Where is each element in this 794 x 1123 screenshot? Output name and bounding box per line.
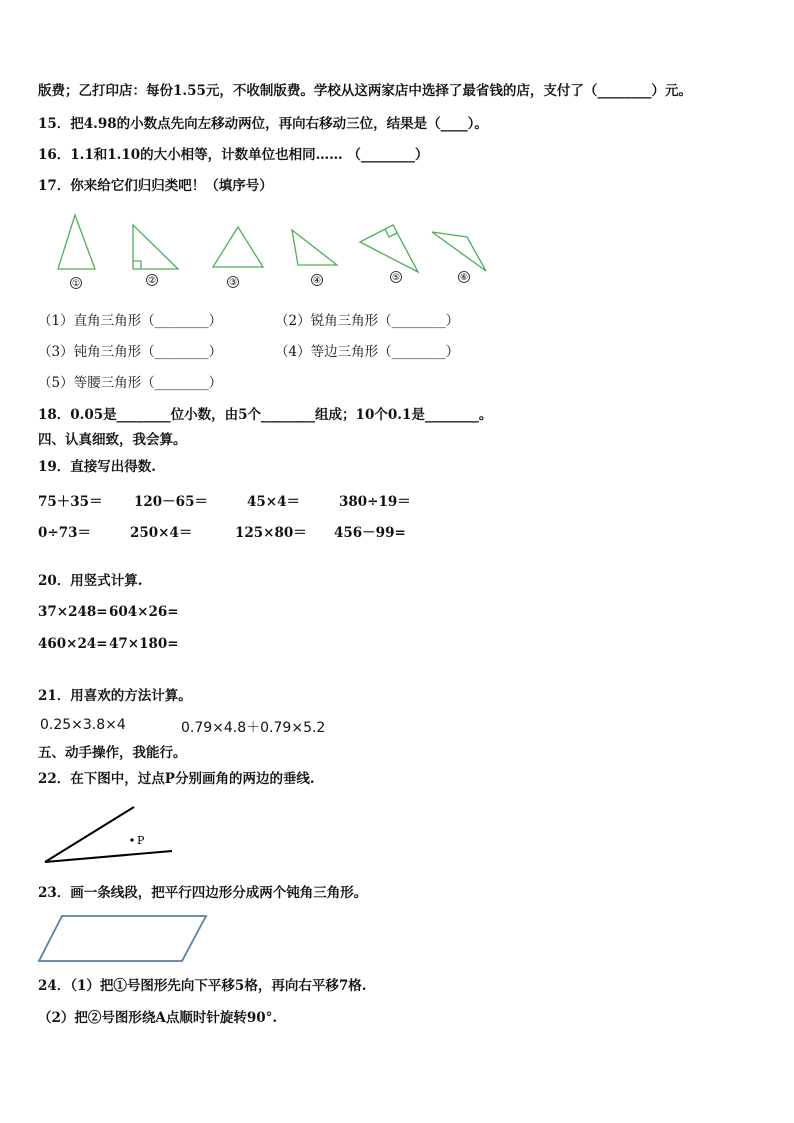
calc-item: 120－65＝ (134, 494, 208, 510)
triangle-2 (133, 225, 178, 269)
triangle-6 (432, 232, 486, 271)
answer-isosceles-triangle: （5）等腰三角形（________） (38, 375, 223, 391)
question-17-title: 17．你来给它们归归类吧！（填序号） (38, 178, 273, 194)
answer-acute-triangle: （2）锐角三角形（________） (275, 313, 460, 329)
question-16: 16．1.1和1.10的大小相等，计数单位也相同…… （________） (38, 147, 429, 163)
angle-ray-lower (45, 851, 172, 862)
calc-item: 456－99= (334, 525, 406, 541)
calc-item: 380÷19＝ (339, 494, 411, 510)
question-18: 18．0.05是________位小数，由5个________组成；10个0.1是________。 (38, 407, 493, 423)
vertical-calc-item: 604×26= (109, 604, 179, 620)
parallelogram-figure (36, 911, 216, 966)
calc-item: 0÷73＝ (38, 525, 91, 541)
label-5: ⑤ (391, 273, 401, 283)
point-p-dot (130, 838, 133, 841)
q14-continuation: 版费；乙打印店：每份1.55元，不收制版费。学校从这两家店中选择了最省钱的店，支付了（________）元。 (38, 83, 692, 99)
triangles-figure (0, 205, 794, 305)
question-15: 15．把4.98的小数点先向左移动两位，再向右移动三位，结果是（____）。 (38, 116, 488, 132)
calc-item: 250×4＝ (130, 525, 193, 541)
question-24-part-2: （2）把②号图形绕A点顺时针旋转90°. (38, 1010, 278, 1026)
calc-item: 125×80＝ (235, 525, 307, 541)
question-19-title: 19．直接写出得数. (38, 459, 156, 475)
question-22-title: 22．在下图中，过点P分别画角的两边的垂线. (38, 771, 315, 787)
expression-2: 0.79×4.8＋0.79×5.2 (181, 720, 326, 736)
question-21-title: 21．用喜欢的方法计算。 (38, 688, 192, 704)
point-p-label: P (137, 834, 145, 847)
right-angle-mark-2 (133, 261, 141, 269)
question-24-part-1: 24．（1）把①号图形先向下平移5格，再向右平移7格. (38, 978, 367, 994)
vertical-calc-item: 47×180= (109, 636, 179, 652)
answer-obtuse-triangle: （3）钝角三角形（________） (38, 344, 223, 360)
angle-figure (40, 800, 180, 870)
section-4-heading: 四、认真细致，我会算。 (38, 432, 187, 448)
section-5-heading: 五、动手操作，我能行。 (38, 745, 187, 761)
answer-equilateral-triangle: （4）等边三角形（________） (275, 344, 460, 360)
vertical-calc-item: 460×24= (38, 636, 108, 652)
label-2: ② (147, 276, 157, 286)
triangle-4 (292, 230, 337, 265)
label-1: ① (71, 279, 81, 289)
calc-item: 45×4＝ (247, 494, 300, 510)
expression-1: 0.25×3.8×4 (40, 717, 126, 733)
angle-ray-upper (45, 807, 134, 862)
triangle-1 (58, 215, 95, 269)
parallelogram (39, 916, 206, 961)
triangle-3 (213, 227, 263, 267)
question-20-title: 20．用竖式计算. (38, 573, 143, 589)
answer-right-triangle: （1）直角三角形（________） (38, 313, 223, 329)
calc-item: 75＋35＝ (38, 494, 103, 510)
label-6: ⑥ (459, 273, 469, 283)
label-4: ④ (312, 276, 322, 286)
label-3: ③ (228, 278, 238, 288)
vertical-calc-item: 37×248= (38, 604, 108, 620)
question-23: 23．画一条线段，把平行四边形分成两个钝角三角形。 (38, 885, 368, 901)
triangle-5 (360, 225, 418, 272)
